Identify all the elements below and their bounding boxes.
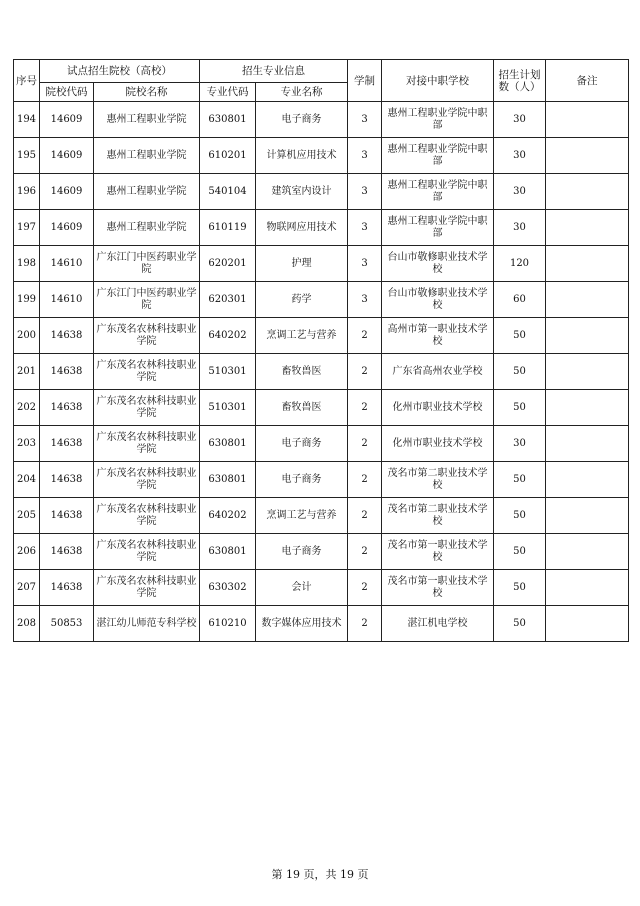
cell-major-code: 510301 xyxy=(200,390,256,426)
cell-partner: 湛江机电学校 xyxy=(382,606,494,642)
cell-partner: 惠州工程职业学院中职部 xyxy=(382,174,494,210)
cell-major-name: 电子商务 xyxy=(256,102,348,138)
header-school-code: 院校代码 xyxy=(40,83,94,102)
cell-remark xyxy=(546,426,629,462)
cell-remark xyxy=(546,282,629,318)
cell-plan: 50 xyxy=(494,354,546,390)
cell-duration: 2 xyxy=(348,426,382,462)
cell-partner: 茂名市第二职业技术学校 xyxy=(382,498,494,534)
cell-duration: 3 xyxy=(348,138,382,174)
cell-plan: 30 xyxy=(494,138,546,174)
cell-plan: 30 xyxy=(494,174,546,210)
cell-duration: 2 xyxy=(348,390,382,426)
cell-seq: 195 xyxy=(14,138,40,174)
header-remark: 备注 xyxy=(546,60,629,102)
table-row xyxy=(14,138,629,174)
cell-school-code: 14609 xyxy=(40,138,94,174)
table-row xyxy=(14,282,629,318)
cell-partner: 茂名市第二职业技术学校 xyxy=(382,462,494,498)
table-row xyxy=(14,570,629,606)
cell-plan: 50 xyxy=(494,390,546,426)
cell-partner: 茂名市第一职业技术学校 xyxy=(382,534,494,570)
cell-major-name: 建筑室内设计 xyxy=(256,174,348,210)
header-pilot-group: 试点招生院校（高校） xyxy=(40,60,200,83)
cell-partner: 广东省高州农业学校 xyxy=(382,354,494,390)
cell-major-name: 护理 xyxy=(256,246,348,282)
cell-major-name: 药学 xyxy=(256,282,348,318)
table-row xyxy=(14,534,629,570)
cell-duration: 2 xyxy=(348,498,382,534)
enrollment-table xyxy=(13,59,629,642)
cell-school-code: 14638 xyxy=(40,570,94,606)
cell-major-code: 620201 xyxy=(200,246,256,282)
cell-school-code: 14638 xyxy=(40,318,94,354)
cell-seq: 201 xyxy=(14,354,40,390)
header-major-code: 专业代码 xyxy=(200,83,256,102)
cell-school-name: 广东茂名农林科技职业学院 xyxy=(94,498,200,534)
cell-duration: 2 xyxy=(348,354,382,390)
cell-duration: 2 xyxy=(348,534,382,570)
cell-school-code: 50853 xyxy=(40,606,94,642)
cell-remark xyxy=(546,246,629,282)
cell-major-code: 630801 xyxy=(200,534,256,570)
cell-major-name: 物联网应用技术 xyxy=(256,210,348,246)
cell-school-name: 广东茂名农林科技职业学院 xyxy=(94,354,200,390)
header-partner: 对接中职学校 xyxy=(382,60,494,102)
table-row xyxy=(14,498,629,534)
cell-partner: 化州市职业技术学校 xyxy=(382,426,494,462)
header-plan: 招生计划数（人） xyxy=(494,60,546,102)
cell-major-name: 电子商务 xyxy=(256,426,348,462)
cell-plan: 30 xyxy=(494,210,546,246)
cell-partner: 台山市敬修职业技术学校 xyxy=(382,246,494,282)
cell-major-name: 会计 xyxy=(256,570,348,606)
cell-school-name: 广东茂名农林科技职业学院 xyxy=(94,318,200,354)
cell-major-code: 630302 xyxy=(200,570,256,606)
cell-remark xyxy=(546,354,629,390)
cell-seq: 199 xyxy=(14,282,40,318)
cell-plan: 60 xyxy=(494,282,546,318)
cell-seq: 204 xyxy=(14,462,40,498)
cell-major-name: 电子商务 xyxy=(256,534,348,570)
cell-school-name: 惠州工程职业学院 xyxy=(94,138,200,174)
cell-school-name: 广东茂名农林科技职业学院 xyxy=(94,390,200,426)
cell-seq: 205 xyxy=(14,498,40,534)
cell-remark xyxy=(546,534,629,570)
cell-school-code: 14609 xyxy=(40,102,94,138)
cell-remark xyxy=(546,570,629,606)
cell-major-name: 烹调工艺与营养 xyxy=(256,498,348,534)
cell-school-code: 14638 xyxy=(40,498,94,534)
cell-plan: 30 xyxy=(494,102,546,138)
cell-plan: 50 xyxy=(494,534,546,570)
cell-school-name: 广东茂名农林科技职业学院 xyxy=(94,570,200,606)
cell-plan: 50 xyxy=(494,462,546,498)
cell-school-code: 14638 xyxy=(40,390,94,426)
cell-seq: 198 xyxy=(14,246,40,282)
cell-remark xyxy=(546,390,629,426)
cell-remark xyxy=(546,210,629,246)
cell-seq: 197 xyxy=(14,210,40,246)
cell-partner: 惠州工程职业学院中职部 xyxy=(382,138,494,174)
cell-duration: 2 xyxy=(348,570,382,606)
cell-major-name: 电子商务 xyxy=(256,462,348,498)
cell-seq: 203 xyxy=(14,426,40,462)
cell-major-code: 630801 xyxy=(200,102,256,138)
cell-plan: 30 xyxy=(494,426,546,462)
table-row xyxy=(14,174,629,210)
cell-major-name: 计算机应用技术 xyxy=(256,138,348,174)
cell-seq: 206 xyxy=(14,534,40,570)
cell-major-code: 540104 xyxy=(200,174,256,210)
table-row xyxy=(14,462,629,498)
cell-duration: 2 xyxy=(348,318,382,354)
cell-school-name: 湛江幼儿师范专科学校 xyxy=(94,606,200,642)
cell-remark xyxy=(546,138,629,174)
cell-school-code: 14610 xyxy=(40,282,94,318)
header-duration: 学制 xyxy=(348,60,382,102)
cell-major-code: 620301 xyxy=(200,282,256,318)
table-row xyxy=(14,318,629,354)
cell-school-name: 惠州工程职业学院 xyxy=(94,174,200,210)
cell-partner: 茂名市第一职业技术学校 xyxy=(382,570,494,606)
cell-plan: 50 xyxy=(494,318,546,354)
cell-plan: 120 xyxy=(494,246,546,282)
cell-school-name: 惠州工程职业学院 xyxy=(94,102,200,138)
header-school-name: 院校名称 xyxy=(94,83,200,102)
cell-school-name: 广东江门中医药职业学院 xyxy=(94,282,200,318)
table-row xyxy=(14,606,629,642)
table-row xyxy=(14,210,629,246)
header-seq: 序号 xyxy=(14,60,40,102)
header-major-group: 招生专业信息 xyxy=(200,60,348,83)
cell-duration: 2 xyxy=(348,462,382,498)
cell-duration: 3 xyxy=(348,102,382,138)
cell-partner: 惠州工程职业学院中职部 xyxy=(382,102,494,138)
cell-school-code: 14638 xyxy=(40,426,94,462)
cell-major-code: 510301 xyxy=(200,354,256,390)
cell-seq: 194 xyxy=(14,102,40,138)
cell-major-code: 630801 xyxy=(200,426,256,462)
cell-duration: 3 xyxy=(348,246,382,282)
cell-remark xyxy=(546,174,629,210)
cell-duration: 2 xyxy=(348,606,382,642)
cell-major-code: 640202 xyxy=(200,318,256,354)
cell-plan: 50 xyxy=(494,570,546,606)
cell-school-name: 广东茂名农林科技职业学院 xyxy=(94,534,200,570)
cell-remark xyxy=(546,606,629,642)
table-row xyxy=(14,246,629,282)
cell-school-code: 14609 xyxy=(40,174,94,210)
cell-partner: 惠州工程职业学院中职部 xyxy=(382,210,494,246)
cell-partner: 高州市第一职业技术学校 xyxy=(382,318,494,354)
cell-duration: 3 xyxy=(348,174,382,210)
cell-plan: 50 xyxy=(494,606,546,642)
table-row xyxy=(14,102,629,138)
cell-seq: 207 xyxy=(14,570,40,606)
cell-school-code: 14638 xyxy=(40,462,94,498)
cell-major-name: 数字媒体应用技术 xyxy=(256,606,348,642)
header-major-name: 专业名称 xyxy=(256,83,348,102)
cell-school-code: 14638 xyxy=(40,534,94,570)
cell-major-code: 610119 xyxy=(200,210,256,246)
cell-seq: 200 xyxy=(14,318,40,354)
table-row xyxy=(14,354,629,390)
cell-major-code: 610201 xyxy=(200,138,256,174)
cell-major-code: 610210 xyxy=(200,606,256,642)
cell-major-name: 烹调工艺与营养 xyxy=(256,318,348,354)
cell-major-name: 畜牧兽医 xyxy=(256,390,348,426)
cell-major-code: 640202 xyxy=(200,498,256,534)
cell-partner: 化州市职业技术学校 xyxy=(382,390,494,426)
cell-remark xyxy=(546,102,629,138)
cell-school-name: 广东茂名农林科技职业学院 xyxy=(94,462,200,498)
cell-seq: 208 xyxy=(14,606,40,642)
cell-seq: 196 xyxy=(14,174,40,210)
page-footer: 第 19 页，共 19 页 xyxy=(271,868,369,881)
cell-seq: 202 xyxy=(14,390,40,426)
cell-remark xyxy=(546,498,629,534)
cell-remark xyxy=(546,462,629,498)
cell-major-name: 畜牧兽医 xyxy=(256,354,348,390)
table-row xyxy=(14,426,629,462)
cell-remark xyxy=(546,318,629,354)
cell-school-name: 惠州工程职业学院 xyxy=(94,210,200,246)
cell-school-name: 广东茂名农林科技职业学院 xyxy=(94,426,200,462)
cell-school-name: 广东江门中医药职业学院 xyxy=(94,246,200,282)
cell-duration: 3 xyxy=(348,210,382,246)
cell-school-code: 14638 xyxy=(40,354,94,390)
table-row xyxy=(14,390,629,426)
cell-school-code: 14609 xyxy=(40,210,94,246)
cell-plan: 50 xyxy=(494,498,546,534)
cell-duration: 3 xyxy=(348,282,382,318)
cell-partner: 台山市敬修职业技术学校 xyxy=(382,282,494,318)
cell-school-code: 14610 xyxy=(40,246,94,282)
cell-major-code: 630801 xyxy=(200,462,256,498)
